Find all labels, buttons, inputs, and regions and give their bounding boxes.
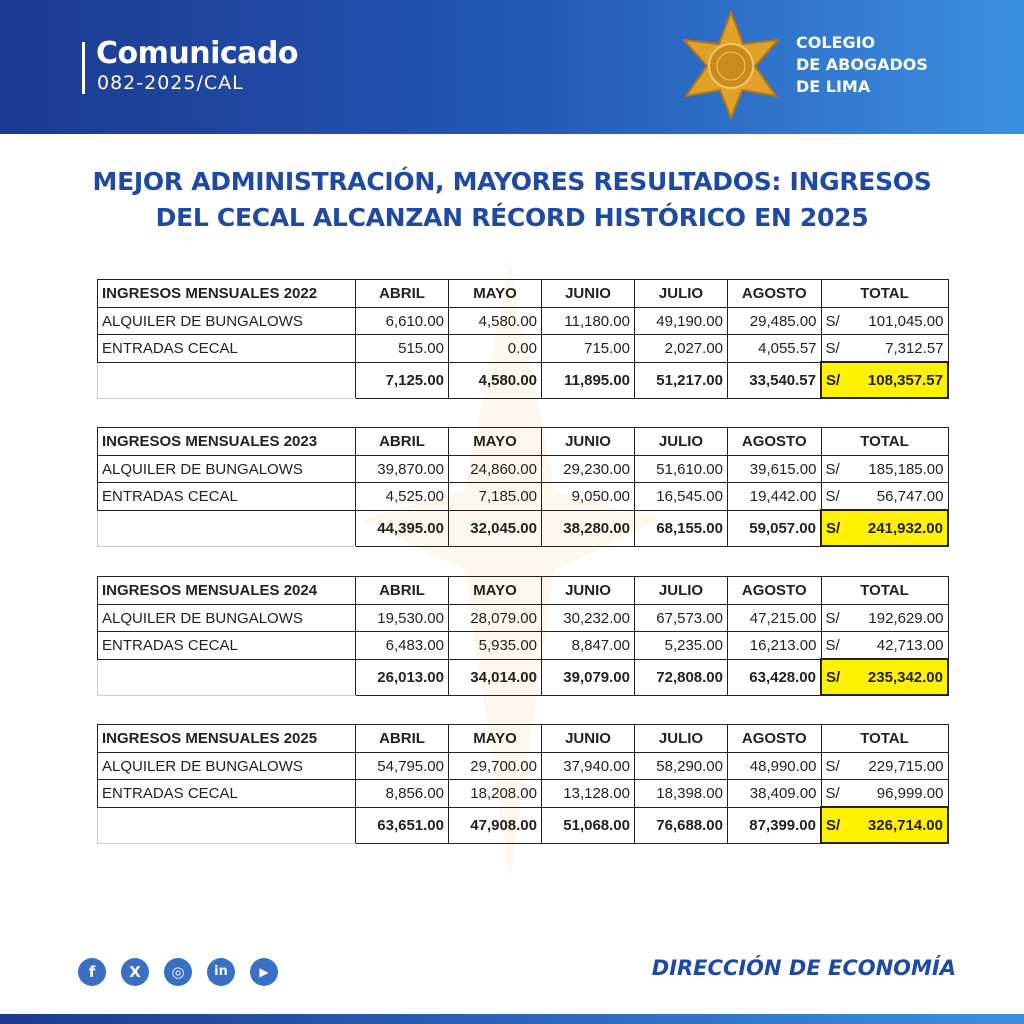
column-header: ABRIL: [356, 577, 449, 605]
income-table: [97, 279, 949, 399]
total-value: 326,714.00: [867, 816, 943, 834]
income-table: [97, 576, 949, 696]
month-value: 58,290.00: [635, 753, 728, 780]
column-header: ABRIL: [356, 725, 449, 753]
row-label: ENTRADAS CECAL: [98, 335, 356, 363]
column-header: AGOSTO: [728, 725, 822, 753]
month-value: 24,860.00: [449, 456, 542, 483]
column-header: JULIO: [635, 577, 728, 605]
column-header: INGRESOS MENSUALES 2024: [98, 577, 356, 605]
month-value: 9,050.00: [542, 483, 635, 511]
column-header: TOTAL: [821, 428, 948, 456]
total-value: 42,713.00: [876, 636, 944, 654]
month-total: 76,688.00: [635, 807, 728, 843]
month-value: 47,215.00: [728, 605, 822, 632]
month-value: 4,580.00: [449, 308, 542, 335]
month-value: 515.00: [356, 335, 449, 363]
month-value: 18,398.00: [635, 780, 728, 808]
totals-row: [98, 807, 949, 843]
table-row: [98, 456, 949, 483]
month-value: 48,990.00: [728, 753, 822, 780]
currency-symbol: S/: [825, 312, 840, 330]
month-value: 5,235.00: [635, 632, 728, 660]
currency-symbol: S/: [826, 668, 841, 686]
month-value: 37,940.00: [542, 753, 635, 780]
row-label: ENTRADAS CECAL: [98, 632, 356, 660]
month-total: 51,217.00: [635, 362, 728, 398]
total-value: 185,185.00: [868, 460, 944, 478]
month-total: 87,399.00: [728, 807, 822, 843]
month-value: 30,232.00: [542, 605, 635, 632]
row-label: ALQUILER DE BUNGALOWS: [98, 605, 356, 632]
headline: [60, 164, 964, 236]
total-value: 235,342.00: [867, 668, 943, 686]
month-total: 34,014.00: [449, 659, 542, 695]
month-total: 59,057.00: [728, 510, 822, 546]
month-value: 2,027.00: [635, 335, 728, 363]
totals-label-empty: [98, 362, 356, 398]
totals-row: [98, 510, 949, 546]
column-header: TOTAL: [821, 725, 948, 753]
department-name: DIRECCIÓN DE ECONOMÍA: [651, 956, 956, 980]
column-header: MAYO: [449, 428, 542, 456]
totals-row: [98, 659, 949, 695]
table-header-row: [98, 577, 949, 605]
total-cell: [821, 362, 948, 398]
star-seal-icon: [676, 10, 786, 120]
month-value: 49,190.00: [635, 308, 728, 335]
column-header: JUNIO: [542, 280, 635, 308]
column-header: ABRIL: [356, 280, 449, 308]
x-twitter-icon[interactable]: X: [121, 958, 149, 986]
month-total: 51,068.00: [542, 807, 635, 843]
month-total: 63,651.00: [356, 807, 449, 843]
row-label: ALQUILER DE BUNGALOWS: [98, 456, 356, 483]
month-value: 39,615.00: [728, 456, 822, 483]
facebook-icon[interactable]: f: [78, 958, 106, 986]
month-value: 19,530.00: [356, 605, 449, 632]
column-header: INGRESOS MENSUALES 2023: [98, 428, 356, 456]
table-header-row: [98, 725, 949, 753]
month-total: 47,908.00: [449, 807, 542, 843]
month-value: 67,573.00: [635, 605, 728, 632]
total-cell: [821, 483, 948, 511]
month-value: 19,442.00: [728, 483, 822, 511]
month-value: 54,795.00: [356, 753, 449, 780]
month-total: 11,895.00: [542, 362, 635, 398]
month-value: 16,545.00: [635, 483, 728, 511]
month-total: 38,280.00: [542, 510, 635, 546]
table-header-row: [98, 280, 949, 308]
instagram-icon[interactable]: ◎: [164, 958, 192, 986]
row-label: ENTRADAS CECAL: [98, 780, 356, 808]
table-row: [98, 483, 949, 511]
column-header: AGOSTO: [728, 280, 822, 308]
table-row: [98, 780, 949, 808]
header-divider: [82, 42, 85, 94]
column-header: MAYO: [449, 725, 542, 753]
month-total: 4,580.00: [449, 362, 542, 398]
totals-label-empty: [98, 659, 356, 695]
total-value: 108,357.57: [867, 371, 943, 389]
column-header: JUNIO: [542, 725, 635, 753]
currency-symbol: S/: [825, 784, 840, 802]
total-value: 96,999.00: [876, 784, 944, 802]
column-header: MAYO: [449, 280, 542, 308]
column-header: AGOSTO: [728, 577, 822, 605]
headline-line: MEJOR ADMINISTRACIÓN, MAYORES RESULTADOS: INGRESOS: [92, 167, 932, 196]
column-header: JULIO: [635, 725, 728, 753]
month-value: 4,525.00: [356, 483, 449, 511]
month-value: 51,610.00: [635, 456, 728, 483]
column-header: ABRIL: [356, 428, 449, 456]
youtube-icon[interactable]: ▶: [250, 958, 278, 986]
currency-symbol: S/: [825, 609, 840, 627]
table-row: [98, 308, 949, 335]
column-header: JUNIO: [542, 428, 635, 456]
month-total: 39,079.00: [542, 659, 635, 695]
org-name-line: DE ABOGADOS: [796, 55, 928, 74]
total-cell: [821, 308, 948, 335]
comunicado-title: Comunicado: [96, 36, 298, 71]
total-cell: [821, 659, 948, 695]
month-value: 18,208.00: [449, 780, 542, 808]
total-cell: [821, 335, 948, 363]
column-header: TOTAL: [821, 577, 948, 605]
comunicado-code: 082-2025/CAL: [97, 72, 244, 94]
column-header: INGRESOS MENSUALES 2025: [98, 725, 356, 753]
column-header: AGOSTO: [728, 428, 822, 456]
total-value: 56,747.00: [876, 487, 944, 505]
column-header: JULIO: [635, 428, 728, 456]
month-value: 16,213.00: [728, 632, 822, 660]
column-header: JUNIO: [542, 577, 635, 605]
month-value: 4,055.57: [728, 335, 822, 363]
org-name-line: DE LIMA: [796, 77, 871, 96]
total-cell: [821, 632, 948, 660]
month-total: 33,540.57: [728, 362, 822, 398]
column-header: MAYO: [449, 577, 542, 605]
currency-symbol: S/: [825, 460, 840, 478]
total-value: 7,312.57: [885, 339, 944, 357]
org-name: [796, 32, 928, 98]
total-value: 192,629.00: [868, 609, 944, 627]
table-row: [98, 753, 949, 780]
income-table: [97, 427, 949, 547]
month-value: 8,856.00: [356, 780, 449, 808]
month-value: 13,128.00: [542, 780, 635, 808]
month-value: 5,935.00: [449, 632, 542, 660]
total-cell: [821, 605, 948, 632]
header-banner: [0, 0, 1024, 134]
row-label: ENTRADAS CECAL: [98, 483, 356, 511]
table-row: [98, 632, 949, 660]
month-value: 29,485.00: [728, 308, 822, 335]
org-name-line: COLEGIO: [796, 33, 876, 52]
column-header: TOTAL: [821, 280, 948, 308]
month-value: 6,483.00: [356, 632, 449, 660]
total-cell: [821, 456, 948, 483]
total-cell: [821, 753, 948, 780]
month-total: 26,013.00: [356, 659, 449, 695]
month-value: 28,079.00: [449, 605, 542, 632]
total-cell: [821, 510, 948, 546]
month-value: 29,700.00: [449, 753, 542, 780]
month-total: 44,395.00: [356, 510, 449, 546]
income-table: [97, 724, 949, 844]
month-value: 0.00: [449, 335, 542, 363]
month-value: 7,185.00: [449, 483, 542, 511]
table-row: [98, 335, 949, 363]
currency-symbol: S/: [825, 636, 840, 654]
total-cell: [821, 807, 948, 843]
table-row: [98, 605, 949, 632]
month-total: 68,155.00: [635, 510, 728, 546]
footer-band: [0, 1014, 1024, 1024]
currency-symbol: S/: [825, 757, 840, 775]
total-value: 229,715.00: [868, 757, 944, 775]
currency-symbol: S/: [825, 487, 840, 505]
month-total: 63,428.00: [728, 659, 822, 695]
total-value: 241,932.00: [867, 519, 943, 537]
column-header: INGRESOS MENSUALES 2022: [98, 280, 356, 308]
total-cell: [821, 780, 948, 808]
month-total: 7,125.00: [356, 362, 449, 398]
currency-symbol: S/: [826, 371, 841, 389]
row-label: ALQUILER DE BUNGALOWS: [98, 308, 356, 335]
totals-row: [98, 362, 949, 398]
column-header: JULIO: [635, 280, 728, 308]
row-label: ALQUILER DE BUNGALOWS: [98, 753, 356, 780]
month-value: 38,409.00: [728, 780, 822, 808]
month-value: 715.00: [542, 335, 635, 363]
totals-label-empty: [98, 807, 356, 843]
currency-symbol: S/: [825, 339, 840, 357]
currency-symbol: S/: [826, 519, 841, 537]
currency-symbol: S/: [826, 816, 841, 834]
table-header-row: [98, 428, 949, 456]
total-value: 101,045.00: [868, 312, 944, 330]
month-total: 32,045.00: [449, 510, 542, 546]
month-total: 72,808.00: [635, 659, 728, 695]
month-value: 6,610.00: [356, 308, 449, 335]
month-value: 39,870.00: [356, 456, 449, 483]
month-value: 8,847.00: [542, 632, 635, 660]
month-value: 29,230.00: [542, 456, 635, 483]
linkedin-icon[interactable]: in: [207, 958, 235, 986]
month-value: 11,180.00: [542, 308, 635, 335]
headline-line: DEL CECAL ALCANZAN RÉCORD HISTÓRICO EN 2025: [155, 203, 869, 232]
totals-label-empty: [98, 510, 356, 546]
